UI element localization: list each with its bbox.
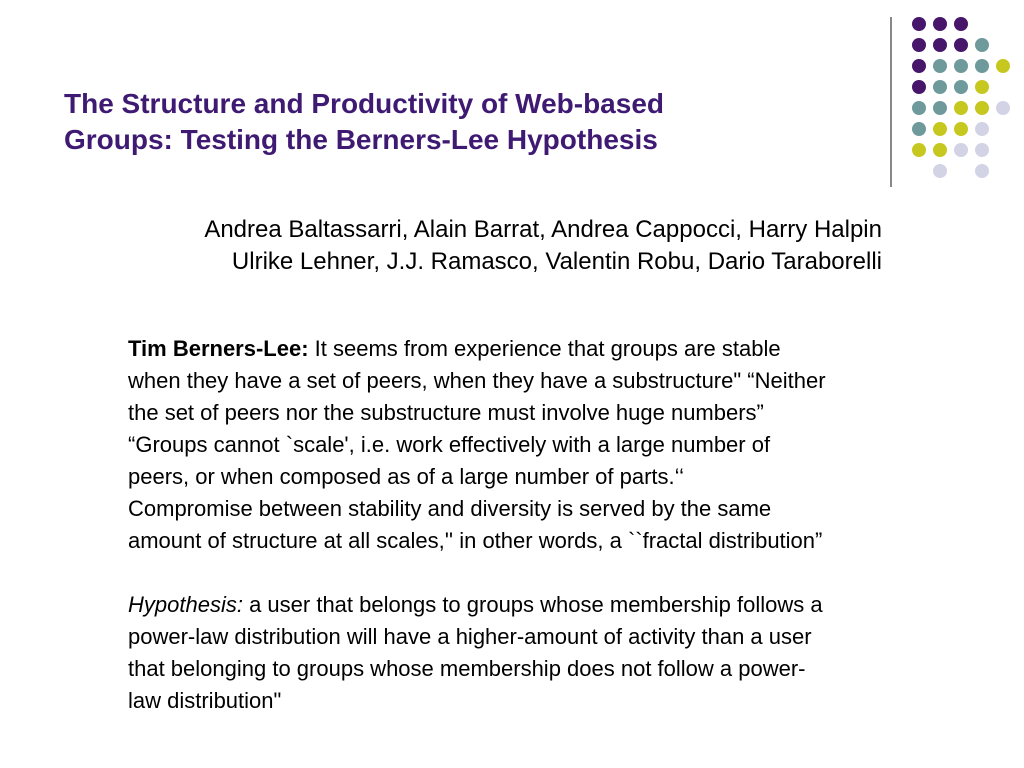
decorative-dot bbox=[954, 80, 968, 94]
decorative-dot bbox=[933, 164, 947, 178]
quote-line-6: Compromise between stability and diversity is served by the same bbox=[128, 496, 772, 521]
slide-title bbox=[64, 86, 864, 158]
paragraph-gap bbox=[128, 557, 998, 589]
decorative-dot bbox=[912, 143, 926, 157]
decorative-dot bbox=[975, 101, 989, 115]
quote-speaker: Tim Berners-Lee: bbox=[128, 336, 309, 361]
decorative-dot bbox=[933, 122, 947, 136]
decorative-dot bbox=[954, 122, 968, 136]
decorative-dot bbox=[912, 101, 926, 115]
quote-line-7: amount of structure at all scales,'' in other words, a ``fractal distribution” bbox=[128, 528, 823, 553]
decorative-dot bbox=[933, 143, 947, 157]
authors-line-1: Andrea Baltassarri, Alain Barrat, Andrea Cappocci, Harry Halpin bbox=[204, 216, 882, 243]
decorative-dot bbox=[975, 122, 989, 136]
decorative-dot bbox=[954, 59, 968, 73]
hypothesis-line-1 bbox=[128, 589, 998, 621]
decorative-dot bbox=[912, 17, 926, 31]
decorative-dot bbox=[954, 143, 968, 157]
decorative-dot bbox=[912, 38, 926, 52]
decorative-dot bbox=[912, 80, 926, 94]
decorative-dot bbox=[912, 59, 926, 73]
quote-line-1 bbox=[128, 333, 998, 365]
decorative-dot bbox=[954, 101, 968, 115]
title-line-2: Groups: Testing the Berners-Lee Hypothesis bbox=[64, 124, 658, 155]
decorative-dot bbox=[933, 59, 947, 73]
quote-block bbox=[128, 333, 998, 717]
decorative-dot bbox=[975, 143, 989, 157]
decorative-dot bbox=[933, 17, 947, 31]
decorative-dot bbox=[996, 59, 1010, 73]
decorative-dot bbox=[933, 101, 947, 115]
decorative-dot bbox=[975, 59, 989, 73]
decorative-dot bbox=[954, 38, 968, 52]
title-line-1: The Structure and Productivity of Web-based bbox=[64, 88, 665, 119]
decorative-dot bbox=[933, 38, 947, 52]
hypothesis-line-3: that belonging to groups whose membership does not follow a power- bbox=[128, 656, 806, 681]
decorative-dot bbox=[975, 164, 989, 178]
quote-line-4: “Groups cannot `scale', i.e. work effectively with a large number of bbox=[128, 432, 771, 457]
authors-line-2: Ulrike Lehner, J.J. Ramasco, Valentin Robu, Dario Taraborelli bbox=[231, 248, 882, 275]
decorative-dot bbox=[912, 122, 926, 136]
hypothesis-text-1: a user that belongs to groups whose membership follows a bbox=[249, 592, 823, 617]
decorative-dot bbox=[996, 101, 1010, 115]
decorative-dot bbox=[933, 80, 947, 94]
decorative-dot bbox=[975, 38, 989, 52]
author-list bbox=[42, 214, 882, 278]
quote-line-2: when they have a set of peers, when they have a substructure" “Neither bbox=[128, 368, 826, 393]
decorative-dot bbox=[975, 80, 989, 94]
hypothesis-line-4: law distribution" bbox=[128, 688, 282, 713]
hypothesis-line-2: power-law distribution will have a higher-amount of activity than a user bbox=[128, 624, 812, 649]
quote-line-5: peers, or when composed as of a large number of parts.‘‘ bbox=[128, 464, 685, 489]
quote-text-1: It seems from experience that groups are stable bbox=[314, 336, 781, 361]
hypothesis-label: Hypothesis: bbox=[128, 592, 243, 617]
quote-line-3: the set of peers nor the substructure must involve huge numbers” bbox=[128, 400, 764, 425]
decorative-dot bbox=[954, 17, 968, 31]
vertical-divider bbox=[890, 17, 892, 187]
